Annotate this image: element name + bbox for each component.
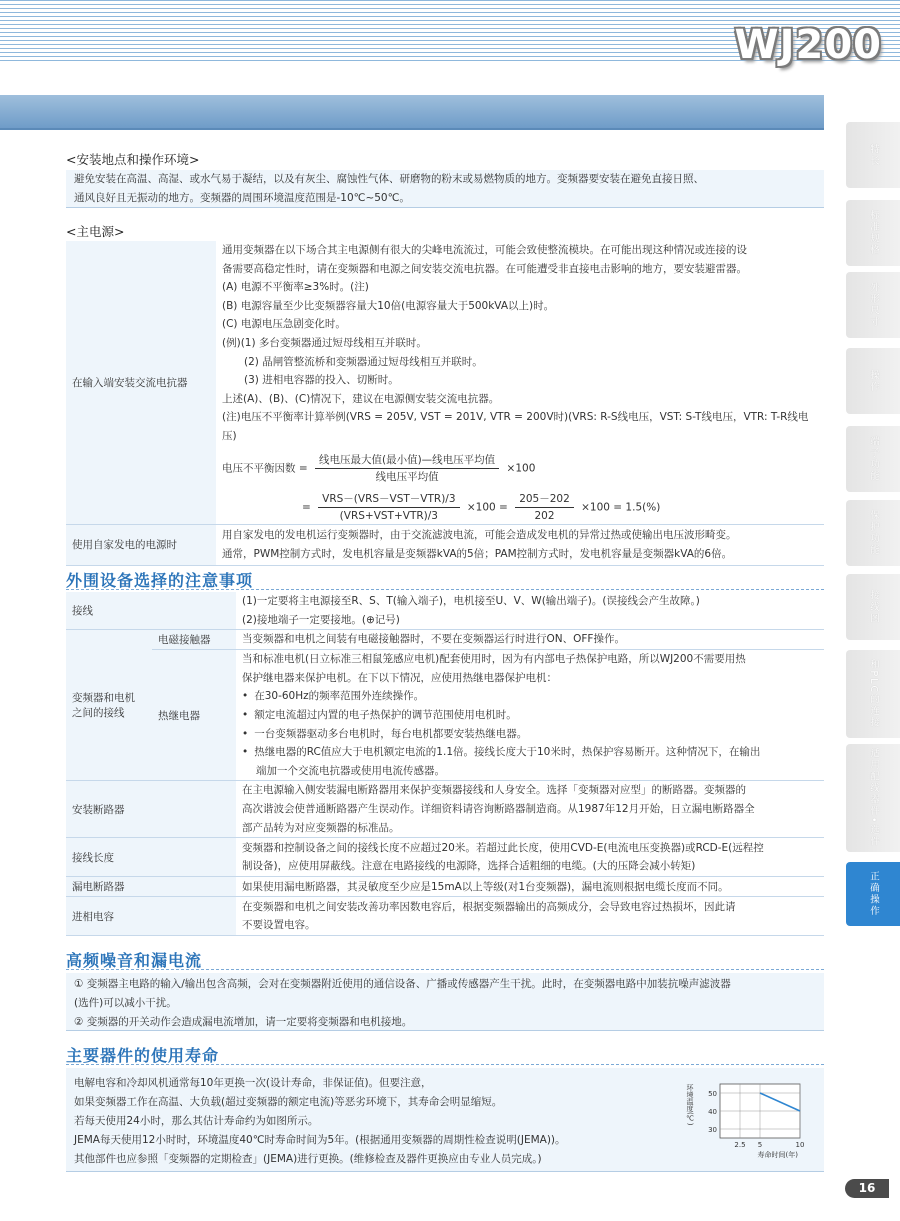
text-line: (注)电压不平衡率计算举例(VRS = 205V, VST = 201V, VTR = 200V时)(VRS: R-S线电压，VST: S-T线电压，VTR: T-R线电压) — [222, 411, 809, 442]
text-line: 当和标准电机(日立标准三相鼠笼感应电机)配套使用时，因为有内部电子热保护电路，所以WJ200不需要用热 — [242, 653, 746, 666]
text-line: (2) 晶闸管整流桥和变频器通过短母线相互并联时。 — [244, 355, 483, 368]
side-tab-6[interactable] — [846, 500, 900, 566]
chart-x-label: 寿命时间(年) — [757, 1151, 798, 1159]
table-row — [66, 877, 824, 897]
formula-fraction — [315, 452, 499, 485]
breaker-label: 安装断路器 — [66, 781, 236, 838]
text-line: 电解电容和冷却风机通常每10年更换一次(设计寿命，非保证值)。但要注意， — [74, 1077, 432, 1089]
side-tab-4[interactable] — [846, 348, 900, 414]
install-heading: <安装地点和操作环境> — [66, 152, 200, 167]
periph-heading: 外围设备选择的注意事项 — [66, 571, 254, 590]
periph-table — [66, 592, 824, 936]
side-tab-label: 适用配线器件•选件 — [868, 748, 879, 848]
text-line: 若每天使用24小时，那么其估计寿命约为如图所示。 — [74, 1115, 319, 1127]
calc-fraction-1 — [318, 491, 459, 524]
calc-end: ×100 = 1.5(%) — [581, 501, 661, 514]
noise-heading: 高频噪音和漏电流 — [66, 951, 203, 970]
text-line: JEMA每天使用12小时时，环境温度40℃时寿命时间为5年。(根据通用变频器的周期性检查说明(JEMA))。 — [74, 1134, 566, 1146]
side-tab-9[interactable] — [846, 744, 900, 852]
contactor-label: 电磁接触器 — [152, 630, 236, 650]
table-row — [66, 838, 824, 877]
text-line: 之间的接线 — [72, 707, 125, 720]
brand-logo: WJ200 — [734, 22, 882, 68]
wiring-body — [236, 592, 824, 630]
side-tab-label: 保护功能 — [868, 510, 879, 556]
text-line: 保护继电器来保护电机。在下以下情况，应使用热继电器保护电机： — [242, 671, 557, 684]
text-line: 用自家发电的发电机运行变频器时，由于交流滤波电流，可能会造成发电机的异常过热或使输出电压波形畸变。 — [222, 528, 737, 541]
install-line-2: 通风良好且无振动的地方。变频器的周围环境温度范围是-10℃~50℃。 — [74, 192, 410, 204]
bullet-item: • 额定电流超过内置的电子热保护的调节范围使用电机时。 — [242, 706, 818, 725]
side-tab-label: 和PLC的连接 — [868, 659, 879, 729]
table-row — [66, 897, 824, 936]
side-tab-label: 标准规格 — [868, 210, 879, 256]
text-line: 变频器和控制设备之间的接线长度不应超过20米。若超过此长度，使用CVD-E(电流电压变换器)或RCD-E(远程控 — [242, 841, 764, 854]
capacitor-label: 进相电容 — [66, 897, 236, 936]
side-tab-label: 特长 — [868, 143, 879, 167]
text-line: 在主电源输入侧安装漏电断路器用来保护变频器接线和人身安全。选择「变频器对应型」的断路器。变频器的 — [242, 784, 746, 797]
table-row — [66, 524, 824, 565]
text-line: 变频器和电机 — [72, 692, 135, 705]
text-line: ① 变频器主电路的输入/输出包含高频，会对在变频器附近使用的通信设备、广播或传感器产生干扰。此时，在变频器电路中加装抗噪声滤波器 — [74, 978, 731, 990]
side-tab-label: 正确操作 — [868, 871, 879, 917]
chart-y-tick: 40 — [708, 1108, 717, 1116]
life-chart — [680, 1072, 820, 1170]
table-row — [66, 241, 824, 524]
chart-y-tick: 30 — [708, 1126, 717, 1134]
chart-y-tick: 50 — [708, 1090, 717, 1098]
text-line: (1)一定要将主电源接至R、S、T(输入端子)，电机接至U、V、W(输出端子)。(误接线会产生故障。) — [242, 595, 700, 607]
text-line: 高次谐波会使普通断路器产生误动作。详细资料请咨询断路器制造商。从1987年12月开始，日立漏电断路器全 — [242, 803, 755, 816]
install-line-1: 避免安装在高温、高湿、或水气易于凝结，以及有灰尘、腐蚀性气体、研磨物的粉末或易燃物质的地方。变频器要安装在避免直接日照、 — [74, 173, 704, 185]
install-box — [66, 170, 824, 208]
title-bar — [0, 95, 824, 130]
noise-divider — [66, 969, 824, 970]
text-line: 其他部件也应参照「变频器的定期检查」(JEMA)进行更换。(维修检查及器件更换应由专业人员完成。) — [74, 1153, 542, 1165]
bullet-item: • 热继电器的RC值应大于电机额定电流的1.1倍。接线长度大于10米时，热保护容易断开。这种情况下，在输出 — [242, 743, 818, 762]
side-tab-2[interactable] — [846, 200, 900, 266]
calc-numerator: VRS－(VRS－VST－VTR)/3 — [318, 491, 459, 508]
calc-equals: = — [302, 501, 311, 514]
calc-fraction-2 — [515, 491, 574, 524]
side-tab-label: 操作 — [868, 369, 879, 393]
table-row — [66, 592, 824, 630]
page-number: 16 — [845, 1179, 889, 1198]
breaker-body — [236, 781, 824, 838]
formula-numerator: 线电压最大值(最小值)—线电压平均值 — [315, 452, 499, 469]
side-tab-3[interactable] — [846, 272, 900, 338]
life-heading: 主要器件的使用寿命 — [66, 1046, 220, 1065]
side-tab-label: 接线图 — [868, 589, 879, 625]
formula-2 — [222, 491, 818, 524]
text-line: 如果变频器工作在高温、大负载(超过变频器的额定电流)等恶劣环境下，其寿命会明显缩短。 — [74, 1096, 503, 1108]
chart-x-tick: 5 — [757, 1141, 763, 1149]
wiring-label: 接线 — [66, 592, 236, 630]
text-line: (A) 电源不平衡率≥3%时。(注) — [222, 281, 369, 294]
text-line: 备需要高稳定性时，请在变频器和电源之间安装交流电抗器。在可能遭受非直接电击影响的地方，要安装避雷器。 — [222, 262, 747, 275]
side-tab-8[interactable] — [846, 650, 900, 738]
noise-box — [66, 973, 824, 1031]
periph-divider — [66, 589, 824, 590]
side-tab-7[interactable] — [846, 574, 900, 640]
power-row1-label: 在输入端安装交流电抗器 — [66, 241, 216, 524]
calc-denominator-2: 202 — [534, 509, 555, 522]
length-label: 接线长度 — [66, 838, 236, 877]
text-line: (B) 电源容量至少比变频器容量大10倍(电源容量大于500kVA以上)时。 — [222, 299, 555, 312]
text-line: (3) 进相电容器的投入、切断时。 — [244, 374, 399, 387]
text-line: 通常，PWM控制方式时，发电机容量是变频器kVA的5倍；PAM控制方式时，发电机容量是变频器kVA的6倍。 — [222, 547, 733, 560]
text-line: ② 变频器的开关动作会造成漏电流增加，请一定要将变频器和电机接地。 — [74, 1016, 413, 1028]
contactor-body: 当变频器和电机之间装有电磁接触器时，不要在变频器运行时进行ON、OFF操作。 — [236, 630, 824, 650]
power-table — [66, 241, 824, 566]
power-row1-body — [216, 241, 824, 524]
text-line: (C) 电源电压急剧变化时。 — [222, 318, 346, 331]
text-line: 不要设置电容。 — [242, 919, 316, 932]
bullet-item: • 在30-60Hz的频率范围外连续操作。 — [242, 687, 818, 706]
side-tab-5[interactable] — [846, 426, 900, 492]
bullet-item: • 一台变频器驱动多台电机时，每台电机都要安装热继电器。 — [242, 725, 818, 744]
text-line: (2)接地端子一定要接地。(⊕记号) — [242, 613, 400, 626]
text-line: 制设备)，应使用屏蔽线。注意在电路接线的电源降，选择合适粗细的电缆。(大的压降会减小转矩) — [242, 860, 696, 873]
relay-label: 热继电器 — [152, 650, 236, 781]
formula-denominator: 线电压平均值 — [375, 470, 439, 483]
power-row2-body — [216, 524, 824, 565]
text-line: 上述(A)、(B)、(C)情况下，建议在电源侧安装交流电抗器。 — [222, 392, 500, 405]
side-tab-label: 端子功能 — [868, 436, 879, 482]
side-tab-label: 外形尺寸 — [868, 282, 879, 328]
relay-body — [236, 650, 824, 781]
table-row — [66, 650, 824, 781]
text-line: 端加一个交流电抗器或使用电流传感器。 — [256, 764, 445, 777]
table-row — [66, 781, 824, 838]
calc-denominator: (VRS+VST+VTR)/3 — [339, 509, 438, 522]
calc-numerator-2: 205－202 — [515, 491, 574, 508]
power-row2-label: 使用自家发电的电源时 — [66, 524, 216, 565]
leak-body: 如果使用漏电断路器，其灵敏度至少应是15mA以上等级(对1台变频器)，漏电流则根据电缆长度而不同。 — [236, 877, 824, 897]
length-body — [236, 838, 824, 877]
side-tab-10[interactable] — [846, 862, 900, 926]
text-line: 在变频器和电机之间安装改善功率因数电容后，根据变频器输出的高频成分，会导致电容过热损坏，因此请 — [242, 900, 736, 913]
calc-mid: ×100 = — [466, 501, 508, 514]
text-line: (例)(1) 多台变频器通过短母线相互并联时。 — [222, 336, 427, 349]
chart-y-label: 环境温度(℃) — [686, 1084, 694, 1126]
leak-label: 漏电断路器 — [66, 877, 236, 897]
motor-wiring-label — [66, 630, 152, 781]
formula-multiplier: ×100 — [506, 462, 536, 475]
text-line: (选件)可以减小干扰。 — [74, 997, 177, 1009]
life-divider — [66, 1064, 824, 1065]
chart-x-tick: 10 — [795, 1141, 805, 1149]
power-heading: <主电源> — [66, 224, 125, 239]
formula-lhs: 电压不平衡因数 = — [222, 462, 308, 475]
formula-1 — [222, 452, 818, 485]
text-line: 部产品转为对应变频器的标准品。 — [242, 821, 400, 834]
text-line: 通用变频器在以下场合其主电源侧有很大的尖峰电流流过，可能会致使整流模块。在可能出现这种情况或连接的设 — [222, 244, 747, 256]
capacitor-body — [236, 897, 824, 936]
side-tab-1[interactable] — [846, 122, 900, 188]
chart-x-tick: 2.5 — [734, 1141, 746, 1149]
table-row — [66, 630, 824, 650]
